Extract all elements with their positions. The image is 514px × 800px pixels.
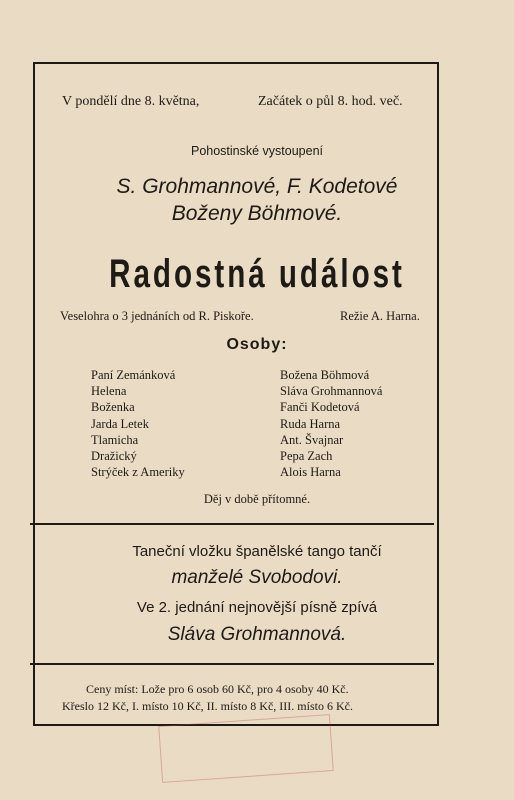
role-name: Helena bbox=[91, 384, 127, 399]
play-subtitle: Veselohra o 3 jednáních od R. Piskoře. bbox=[60, 309, 254, 323]
guest-names-line1: S. Grohmannové, F. Kodetové bbox=[116, 175, 398, 198]
guest-names-line2: Boženy Böhmové. bbox=[171, 202, 343, 225]
actor-name: Božena Böhmová bbox=[280, 368, 370, 382]
director-credit: Režie A. Harna. bbox=[340, 309, 420, 323]
actor-name: Sláva Grohmannová bbox=[280, 384, 383, 399]
role-name: Boženka bbox=[91, 400, 135, 415]
dance-line3: Ve 2. jednání nejnovější písně zpívá bbox=[136, 599, 378, 616]
actor-name: Pepa Zach bbox=[280, 449, 333, 464]
play-title: Radostná událost bbox=[109, 252, 405, 296]
faded-stamp bbox=[158, 714, 334, 783]
start-time: Začátek o půl 8. hod. več. bbox=[258, 94, 403, 109]
roles-list bbox=[91, 367, 185, 480]
role-name: Strýček z Ameriky bbox=[91, 465, 185, 480]
role-name: Jarda Letek bbox=[91, 416, 149, 431]
prices-line2: Křeslo 12 Kč, I. místo 10 Kč, II. místo 8 Kč, III. místo 6 Kč. bbox=[62, 699, 353, 713]
divider bbox=[30, 663, 434, 665]
role-name: Paní Zemánková bbox=[91, 368, 176, 382]
actors-list bbox=[280, 367, 382, 480]
cast-heading: Osoby: bbox=[226, 336, 288, 353]
divider bbox=[30, 523, 434, 525]
role-name: Tlamicha bbox=[91, 432, 139, 447]
actor-name: Alois Harna bbox=[280, 465, 341, 480]
actor-name: Ruda Harna bbox=[280, 416, 341, 431]
dance-line2: manželé Svobodovi. bbox=[171, 567, 343, 588]
dance-line1: Taneční vložku španělské tango tančí bbox=[132, 543, 382, 560]
actor-name: Ant. Švajnar bbox=[280, 432, 344, 447]
dance-line4: Sláva Grohmannová. bbox=[167, 624, 347, 645]
actor-name: Fanči Kodetová bbox=[280, 400, 360, 415]
role-name: Dražický bbox=[91, 449, 137, 464]
performance-date: V pondělí dne 8. května, bbox=[62, 94, 200, 109]
guest-intro: Pohostinské vystoupení bbox=[190, 144, 324, 158]
prices-line1: Ceny míst: Lože pro 6 osob 60 Kč, pro 4 osoby 40 Kč. bbox=[86, 682, 349, 696]
setting-note: Děj v době přítomné. bbox=[203, 492, 311, 506]
